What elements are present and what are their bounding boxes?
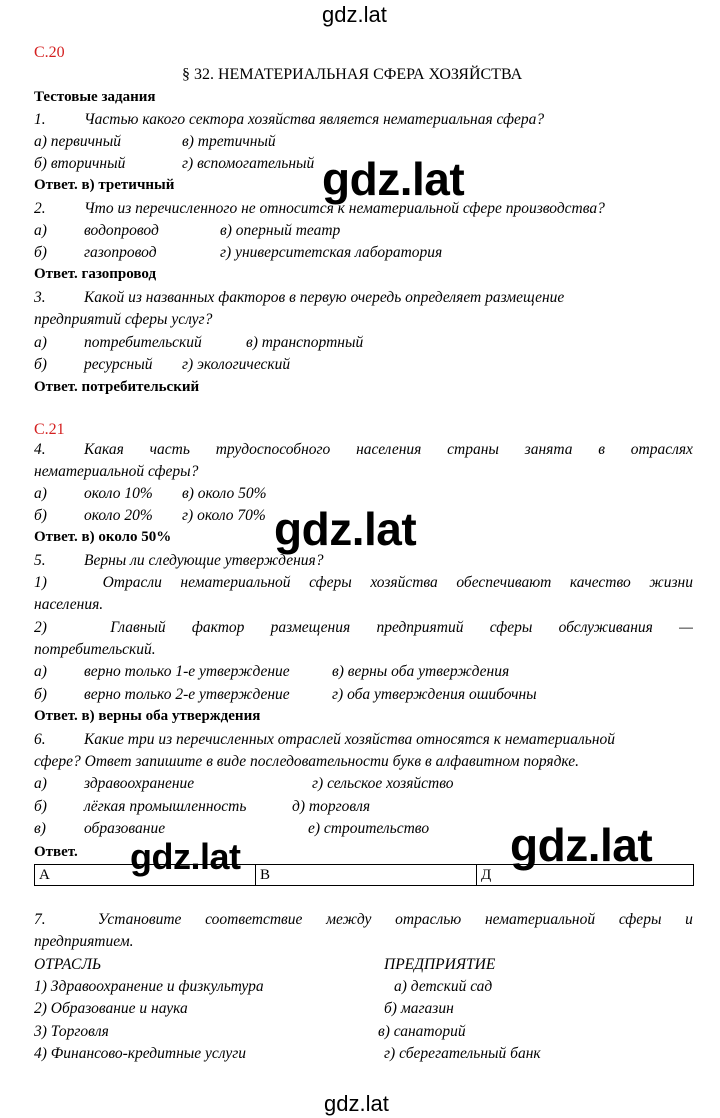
option-e: е) строительство bbox=[308, 820, 430, 837]
option-b: около 20% bbox=[84, 507, 153, 524]
question-text-cont: предприятий сферы услуг? bbox=[34, 311, 213, 328]
option-v: в) верны оба утверждения bbox=[332, 663, 510, 680]
answer: Ответ. bbox=[34, 844, 78, 860]
option-label: а) bbox=[34, 775, 47, 792]
section-heading: Тестовые задания bbox=[34, 89, 156, 105]
option-v: в) третичный bbox=[182, 133, 276, 150]
list-item: а) детский сад bbox=[394, 978, 493, 995]
answer-cell: В bbox=[256, 865, 477, 886]
question-text: 7. Установите соответствие между отраслью нематериальной сферы и bbox=[34, 911, 693, 928]
list-item: 1) Здравоохранение и физкультура bbox=[34, 978, 264, 995]
question-number: 5. bbox=[34, 552, 46, 569]
question-text: Что из перечисленного не относится к нематериальной сфере производства? bbox=[84, 200, 605, 217]
question-text: Верны ли следующие утверждения? bbox=[84, 552, 324, 569]
statement-1: 1) Отрасли нематериальной сферы хозяйства обеспечивают качество жизни bbox=[34, 574, 693, 591]
option-label: б) bbox=[34, 507, 47, 524]
option-b: б) вторичный bbox=[34, 155, 126, 172]
option-a: а) первичный bbox=[34, 133, 121, 150]
option-a: здравоохранение bbox=[84, 775, 195, 792]
question-text: Какой из названных факторов в первую очередь определяет размещение bbox=[84, 289, 565, 306]
page-title: § 32. НЕМАТЕРИАЛЬНАЯ СФЕРА ХОЗЯЙСТВА bbox=[182, 66, 523, 83]
watermark-top: gdz.lat bbox=[322, 2, 387, 27]
answer: Ответ. в) около 50% bbox=[34, 529, 172, 545]
list-item: г) сберегательный банк bbox=[384, 1045, 541, 1062]
page-number: С.21 bbox=[34, 421, 65, 438]
watermark: gdz.lat bbox=[130, 836, 241, 877]
answer: Ответ. газопровод bbox=[34, 266, 157, 282]
option-v: образование bbox=[84, 820, 166, 837]
watermark: gdz.lat bbox=[274, 503, 417, 555]
question-text-cont: сфере? Ответ запишите в виде последовательности букв в алфавитном порядке. bbox=[34, 753, 580, 770]
watermark: gdz.lat bbox=[510, 819, 653, 871]
question-text: Частью какого сектора хозяйства является нематериальная сфера? bbox=[84, 111, 545, 128]
column-header-right: ПРЕДПРИЯТИЕ bbox=[384, 956, 496, 973]
question-text: Какие три из перечисленных отраслей хозяйства относятся к нематериальной bbox=[84, 731, 616, 748]
option-a: верно только 1-е утверждение bbox=[84, 663, 290, 680]
list-item: 2) Образование и наука bbox=[34, 1000, 188, 1017]
answer: Ответ. потребительский bbox=[34, 379, 200, 395]
option-label: а) bbox=[34, 485, 47, 502]
option-g: г) вспомогательный bbox=[182, 155, 315, 172]
option-g: г) экологический bbox=[182, 356, 291, 373]
option-label: а) bbox=[34, 663, 47, 680]
option-label: б) bbox=[34, 356, 47, 373]
list-item: в) санаторий bbox=[378, 1023, 466, 1040]
option-b: лёгкая промышленность bbox=[84, 798, 247, 815]
option-label: а) bbox=[34, 222, 47, 239]
statement-1-cont: населения. bbox=[34, 596, 104, 613]
question-number: 6. bbox=[34, 731, 46, 748]
option-g: г) университетская лаборатория bbox=[220, 244, 443, 261]
option-b: газопровод bbox=[84, 244, 157, 261]
option-label: б) bbox=[34, 686, 47, 703]
question-number: 3. bbox=[34, 289, 46, 306]
answer: Ответ. в) верны оба утверждения bbox=[34, 708, 261, 724]
statement-2-cont: потребительский. bbox=[34, 641, 156, 658]
option-label: б) bbox=[34, 244, 47, 261]
page-number: С.20 bbox=[34, 44, 65, 61]
option-g: г) сельское хозяйство bbox=[312, 775, 454, 792]
option-a: потребительский bbox=[84, 334, 202, 351]
statement-2: 2) Главный фактор размещения предприятий сферы обслуживания — bbox=[34, 619, 693, 636]
watermark-bottom: gdz.lat bbox=[324, 1091, 389, 1116]
question-text-cont: нематериальной сферы? bbox=[34, 463, 199, 480]
question-number: 4. bbox=[34, 441, 46, 458]
question-text: Какая часть трудоспособного населения страны занята в отраслях bbox=[84, 441, 693, 458]
list-item: б) магазин bbox=[384, 1000, 454, 1017]
option-g: г) оба утверждения ошибочны bbox=[332, 686, 537, 703]
question-number: 2. bbox=[34, 200, 46, 217]
list-item: 3) Торговля bbox=[34, 1023, 109, 1040]
option-label: б) bbox=[34, 798, 47, 815]
option-a: водопровод bbox=[84, 222, 159, 239]
list-item: 4) Финансово-кредитные услуги bbox=[34, 1045, 247, 1062]
question-text-cont: предприятием. bbox=[34, 933, 134, 950]
option-a: около 10% bbox=[84, 485, 153, 502]
option-b: ресурсный bbox=[84, 356, 153, 373]
option-v: в) оперный театр bbox=[220, 222, 341, 239]
answer: Ответ. в) третичный bbox=[34, 177, 175, 193]
option-d: д) торговля bbox=[292, 798, 371, 815]
option-label: в) bbox=[34, 820, 46, 837]
option-v: в) транспортный bbox=[246, 334, 364, 351]
column-header-left: ОТРАСЛЬ bbox=[34, 956, 102, 973]
question-number: 1. bbox=[34, 111, 46, 128]
option-label: а) bbox=[34, 334, 47, 351]
option-g: г) около 70% bbox=[182, 507, 266, 524]
option-v: в) около 50% bbox=[182, 485, 267, 502]
answer-cell: Д bbox=[477, 865, 694, 886]
watermark: gdz.lat bbox=[322, 153, 465, 205]
answer-cell: А bbox=[35, 865, 256, 886]
option-b: верно только 2-е утверждение bbox=[84, 686, 290, 703]
